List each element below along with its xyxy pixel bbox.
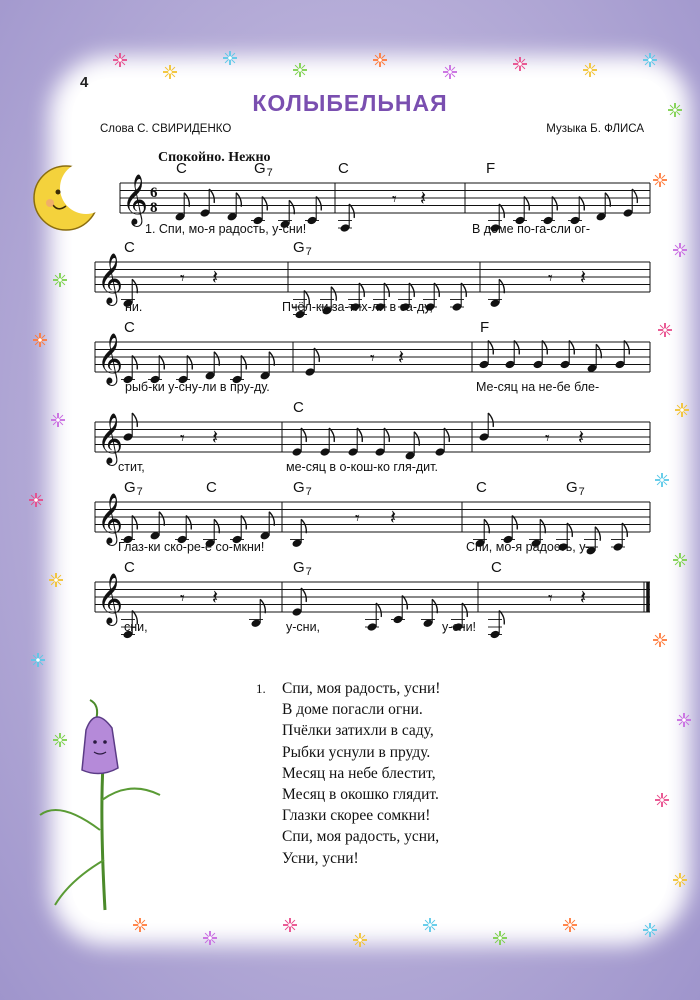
note-flag bbox=[488, 413, 493, 427]
verse-line: Глазки скорее сомкни! bbox=[282, 807, 431, 825]
sparkle-star-icon bbox=[583, 63, 597, 77]
note-flag bbox=[524, 197, 529, 211]
treble-clef: 𝄞 bbox=[97, 333, 124, 384]
verse-line: Спи, моя радость, усни! bbox=[282, 680, 441, 697]
music-credit: Музыка Б. ФЛИСА bbox=[546, 123, 644, 135]
note-flag bbox=[301, 588, 306, 602]
note-flag bbox=[260, 599, 265, 613]
note-flag bbox=[409, 283, 414, 297]
note-flag bbox=[269, 512, 274, 526]
note-flag bbox=[462, 603, 467, 617]
bellflower-icon bbox=[40, 700, 160, 910]
quarter-rest: 𝄽 bbox=[212, 265, 219, 289]
note-flag bbox=[289, 200, 294, 214]
sparkle-star-icon bbox=[51, 413, 65, 427]
time-signature-bottom: 8 bbox=[150, 200, 158, 216]
note-flag bbox=[159, 356, 164, 370]
sparkle-star-icon bbox=[493, 931, 507, 945]
note-flag bbox=[132, 279, 137, 293]
verse-text bbox=[256, 678, 440, 869]
note-flag bbox=[434, 283, 439, 297]
note-flag bbox=[579, 197, 584, 211]
chord-symbol: F bbox=[486, 160, 496, 177]
chord-symbol: $G_7$ bbox=[293, 239, 312, 258]
time-signature-top: 6 bbox=[150, 185, 158, 201]
note-flag bbox=[595, 527, 600, 541]
note-flag bbox=[214, 519, 219, 533]
note-flag bbox=[262, 197, 267, 211]
lyrics-credit: Слова С. СВИРИДЕНКО bbox=[100, 123, 232, 135]
note-flag bbox=[159, 512, 164, 526]
verse-line: Месяц на небе блестит, bbox=[282, 764, 436, 782]
sparkle-star-icon bbox=[423, 918, 437, 932]
sparkle-star-icon bbox=[673, 873, 687, 887]
chord-symbol: $G_7$ bbox=[293, 559, 312, 578]
note-flag bbox=[236, 193, 241, 207]
lyric-line: стит, bbox=[118, 460, 145, 474]
chord-symbol: C bbox=[338, 160, 349, 177]
treble-clef: 𝄞 bbox=[97, 253, 124, 304]
eighth-rest: 𝄾 bbox=[548, 588, 553, 609]
quarter-rest: 𝄽 bbox=[580, 585, 587, 609]
note-flag bbox=[569, 341, 574, 355]
note-flag bbox=[359, 283, 364, 297]
sparkle-star-icon bbox=[643, 53, 657, 67]
note-flag bbox=[316, 197, 321, 211]
chord-symbol: C bbox=[206, 479, 217, 496]
treble-clef: 𝄞 bbox=[97, 493, 124, 544]
sparkle-star-icon bbox=[373, 53, 387, 67]
chord-symbol: F bbox=[480, 319, 490, 336]
sparkle-star-icon bbox=[513, 57, 527, 71]
treble-clef: 𝄞 bbox=[122, 174, 149, 225]
note-flag bbox=[331, 287, 336, 301]
quarter-rest: 𝄽 bbox=[420, 186, 427, 210]
eighth-rest: 𝄾 bbox=[180, 268, 185, 289]
note-flag bbox=[499, 204, 504, 218]
note-flag bbox=[184, 193, 189, 207]
lyric-line: Пчёл-ки за-тих-ли в са-ду, bbox=[282, 300, 433, 314]
note-flag bbox=[384, 428, 389, 442]
eighth-rest: 𝄾 bbox=[370, 348, 375, 369]
lyric-line: В доме по-га-сли ог- bbox=[472, 222, 591, 236]
note-flag bbox=[596, 344, 601, 358]
verse-line: Спи, моя радость, усни, bbox=[282, 828, 440, 846]
lyric-line: рыб-ки у-сну-ли в пру-ду. bbox=[125, 380, 270, 394]
note-flag bbox=[349, 204, 354, 218]
eighth-rest: 𝄾 bbox=[180, 588, 185, 609]
sparkle-star-icon bbox=[53, 273, 67, 287]
tempo-marking: Спокойно. Нежно bbox=[158, 150, 271, 165]
chord-symbol: C bbox=[124, 559, 135, 576]
lyric-line: ме-сяц в о-кош-ко гля-дит. bbox=[286, 460, 438, 474]
page-number: 4 bbox=[80, 74, 89, 91]
sparkle-star-icon bbox=[658, 323, 672, 337]
sparkle-star-icon bbox=[673, 553, 687, 567]
note-flag bbox=[402, 596, 407, 610]
sparkle-star-icon bbox=[113, 53, 127, 67]
song-title: КОЛЫБЕЛЬНАЯ bbox=[252, 90, 448, 116]
lyric-line: Глаз-ки ско-ре-е со-мкни! bbox=[118, 540, 265, 554]
note-flag bbox=[314, 348, 319, 362]
sparkle-star-icon bbox=[293, 63, 307, 77]
treble-clef: 𝄞 bbox=[97, 573, 124, 624]
sparkle-star-icon bbox=[133, 918, 147, 932]
moon-face-icon bbox=[34, 162, 112, 230]
lyric-line: у-сни! bbox=[442, 620, 477, 634]
sparkle-star-icon bbox=[29, 493, 43, 507]
sparkle-star-icon bbox=[443, 65, 457, 79]
lyric-line: ни. bbox=[125, 300, 143, 314]
chord-symbol: $G_7$ bbox=[254, 160, 273, 179]
note-flag bbox=[499, 611, 504, 625]
note-flag bbox=[414, 432, 419, 446]
note-flag bbox=[132, 413, 137, 427]
quarter-rest: 𝄽 bbox=[390, 505, 397, 529]
chord-symbol: $G_7$ bbox=[124, 479, 143, 498]
eighth-rest: 𝄾 bbox=[548, 268, 553, 289]
chord-symbol: C bbox=[124, 239, 135, 256]
note-flag bbox=[132, 516, 137, 530]
note-flag bbox=[512, 516, 517, 530]
note-flag bbox=[461, 283, 466, 297]
note-flag bbox=[499, 279, 504, 293]
sparkle-star-icon bbox=[653, 173, 667, 187]
sparkle-star-icon bbox=[53, 733, 67, 747]
quarter-rest: 𝄽 bbox=[212, 425, 219, 449]
quarter-rest: 𝄽 bbox=[578, 425, 585, 449]
eighth-rest: 𝄾 bbox=[392, 189, 397, 210]
note-flag bbox=[132, 356, 137, 370]
chord-symbol: C bbox=[491, 559, 502, 576]
chord-symbol: C bbox=[293, 399, 304, 416]
lyric-line: сни, bbox=[124, 620, 148, 634]
quarter-rest: 𝄽 bbox=[212, 585, 219, 609]
note-flag bbox=[514, 341, 519, 355]
sparkle-star-icon bbox=[33, 333, 47, 347]
chord-symbol: $G_7$ bbox=[566, 479, 585, 498]
chord-symbol: C bbox=[476, 479, 487, 496]
chord-symbol: $G_7$ bbox=[293, 479, 312, 498]
note-flag bbox=[269, 352, 274, 366]
sparkle-star-icon bbox=[49, 573, 63, 587]
chord-symbol: C bbox=[176, 160, 187, 177]
sparkle-star-icon bbox=[655, 793, 669, 807]
sparkle-star-icon bbox=[203, 931, 217, 945]
sparkle-star-icon bbox=[653, 633, 667, 647]
note-flag bbox=[488, 341, 493, 355]
lyric-line: у-сни, bbox=[286, 620, 321, 634]
note-flag bbox=[241, 356, 246, 370]
eighth-rest: 𝄾 bbox=[545, 428, 550, 449]
sparkle-star-icon bbox=[675, 403, 689, 417]
note-flag bbox=[209, 189, 214, 203]
quarter-rest: 𝄽 bbox=[580, 265, 587, 289]
note-flag bbox=[187, 356, 192, 370]
sparkle-star-icon bbox=[673, 243, 687, 257]
note-flag bbox=[214, 352, 219, 366]
note-flag bbox=[384, 283, 389, 297]
lyric-line: 1. Спи, мо-я радость, у-сни! bbox=[145, 222, 307, 236]
sparkle-star-icon bbox=[563, 918, 577, 932]
verse-line: В доме погасли огни. bbox=[282, 701, 423, 719]
verse-line: Рыбки уснули в пруду. bbox=[282, 743, 431, 761]
sparkle-star-icon bbox=[643, 923, 657, 937]
note-flag bbox=[567, 523, 572, 537]
eighth-rest: 𝄾 bbox=[355, 508, 360, 529]
chord-symbol: C bbox=[124, 319, 135, 336]
note-flag bbox=[444, 428, 449, 442]
sparkle-star-icon bbox=[655, 473, 669, 487]
note-flag bbox=[186, 516, 191, 530]
verse-line: Месяц в окошко глядит. bbox=[282, 786, 439, 804]
verse-number: 1. bbox=[256, 681, 266, 696]
lyric-line: Спи, мо-я радость, у- bbox=[466, 540, 590, 554]
note-flag bbox=[540, 519, 545, 533]
sparkle-star-icon bbox=[677, 713, 691, 727]
note-flag bbox=[632, 189, 637, 203]
note-flag bbox=[432, 599, 437, 613]
note-flag bbox=[484, 519, 489, 533]
sparkle-star-icon bbox=[283, 918, 297, 932]
treble-clef: 𝄞 bbox=[97, 413, 124, 464]
quarter-rest: 𝄽 bbox=[398, 345, 405, 369]
note-flag bbox=[301, 428, 306, 442]
verse-line: Пчёлки затихли в саду, bbox=[282, 722, 434, 740]
lyric-line: Ме-сяц на не-бе бле- bbox=[476, 380, 600, 394]
note-flag bbox=[542, 341, 547, 355]
sparkle-star-icon bbox=[353, 933, 367, 947]
sparkle-star-icon bbox=[163, 65, 177, 79]
note-flag bbox=[329, 428, 334, 442]
note-flag bbox=[622, 523, 627, 537]
verse-line: Усни, усни! bbox=[282, 849, 359, 867]
note-flag bbox=[301, 519, 306, 533]
sparkle-star-icon bbox=[31, 653, 45, 667]
eighth-rest: 𝄾 bbox=[180, 428, 185, 449]
sparkle-star-icon bbox=[223, 51, 237, 65]
note-flag bbox=[376, 603, 381, 617]
note-flag bbox=[241, 516, 246, 530]
note-flag bbox=[605, 193, 610, 207]
note-flag bbox=[357, 428, 362, 442]
note-flag bbox=[624, 341, 629, 355]
note-flag bbox=[552, 197, 557, 211]
